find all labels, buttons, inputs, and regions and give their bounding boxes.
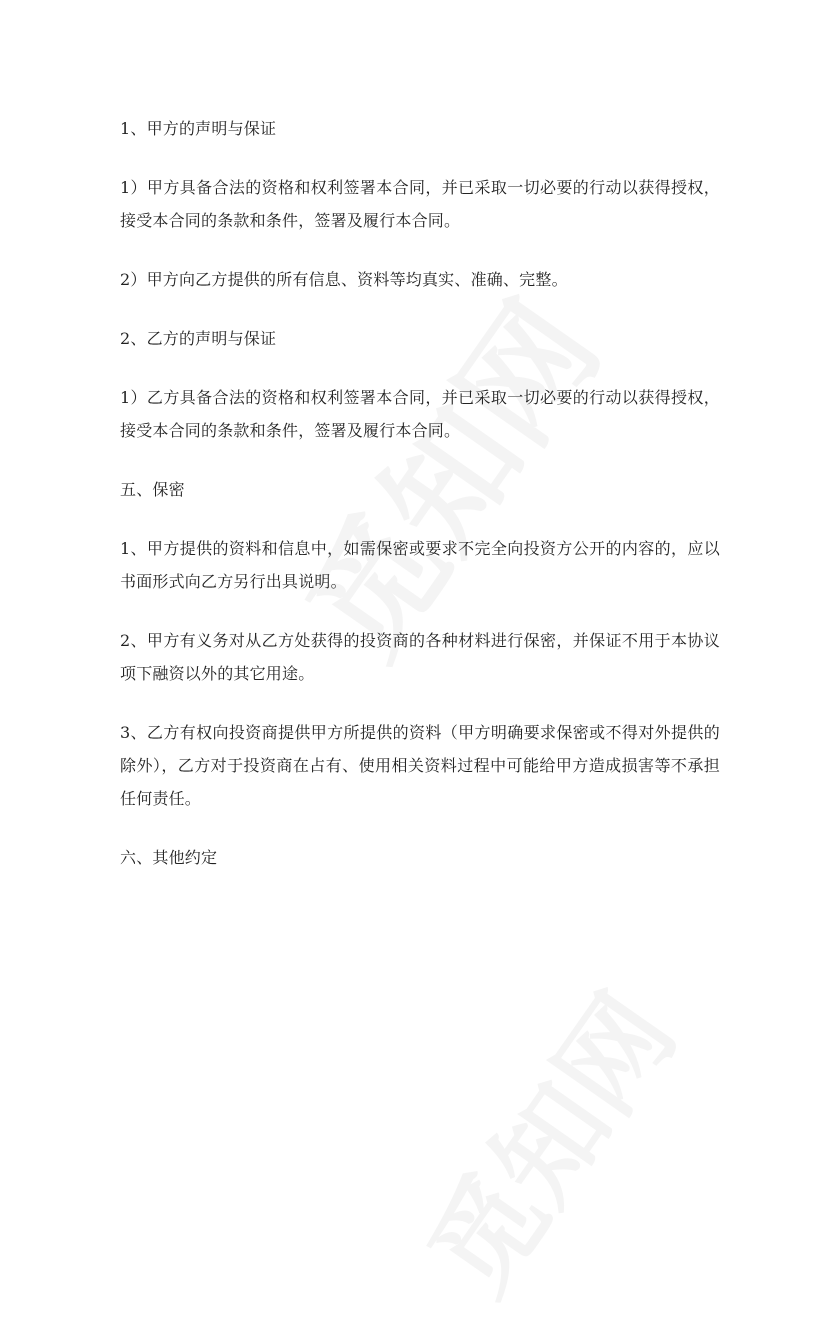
clause-confidentiality-3: 3、乙方有权向投资商提供甲方所提供的资料（甲方明确要求保密或不得对外提供的除外），乙方对于投资商在占有、使用相关资料过程中可能给甲方造成损害等不承担任何责任。 (120, 723, 720, 808)
clause-party-b-1: 1）乙方具备合法的资格和权利签署本合同，并已采取一切必要的行动以获得授权，接受本合同的条款和条件，签署及履行本合同。 (120, 388, 720, 440)
section-heading-other-terms: 六、其他约定 (120, 848, 218, 867)
clause-party-a-2: 2）甲方向乙方提供的所有信息、资料等均真实、准确、完整。 (120, 270, 568, 289)
clause-confidentiality-1: 1、甲方提供的资料和信息中，如需保密或要求不完全向投资方公开的内容的，应以书面形式向乙方另行出具说明。 (120, 539, 720, 591)
document-body (120, 112, 720, 874)
clause-party-a-1: 1）甲方具备合法的资格和权利签署本合同，并已采取一切必要的行动以获得授权，接受本合同的条款和条件，签署及履行本合同。 (120, 178, 720, 230)
watermark-bottom (386, 959, 705, 1319)
section-heading-party-a-warranties: 1、甲方的声明与保证 (120, 119, 277, 138)
clause-confidentiality-2: 2、甲方有义务对从乙方处获得的投资商的各种材料进行保密，并保证不用于本协议项下融资以外的其它用途。 (120, 631, 720, 683)
section-heading-confidentiality: 五、保密 (120, 480, 185, 499)
section-heading-party-b-warranties: 2、乙方的声明与保证 (120, 329, 277, 348)
